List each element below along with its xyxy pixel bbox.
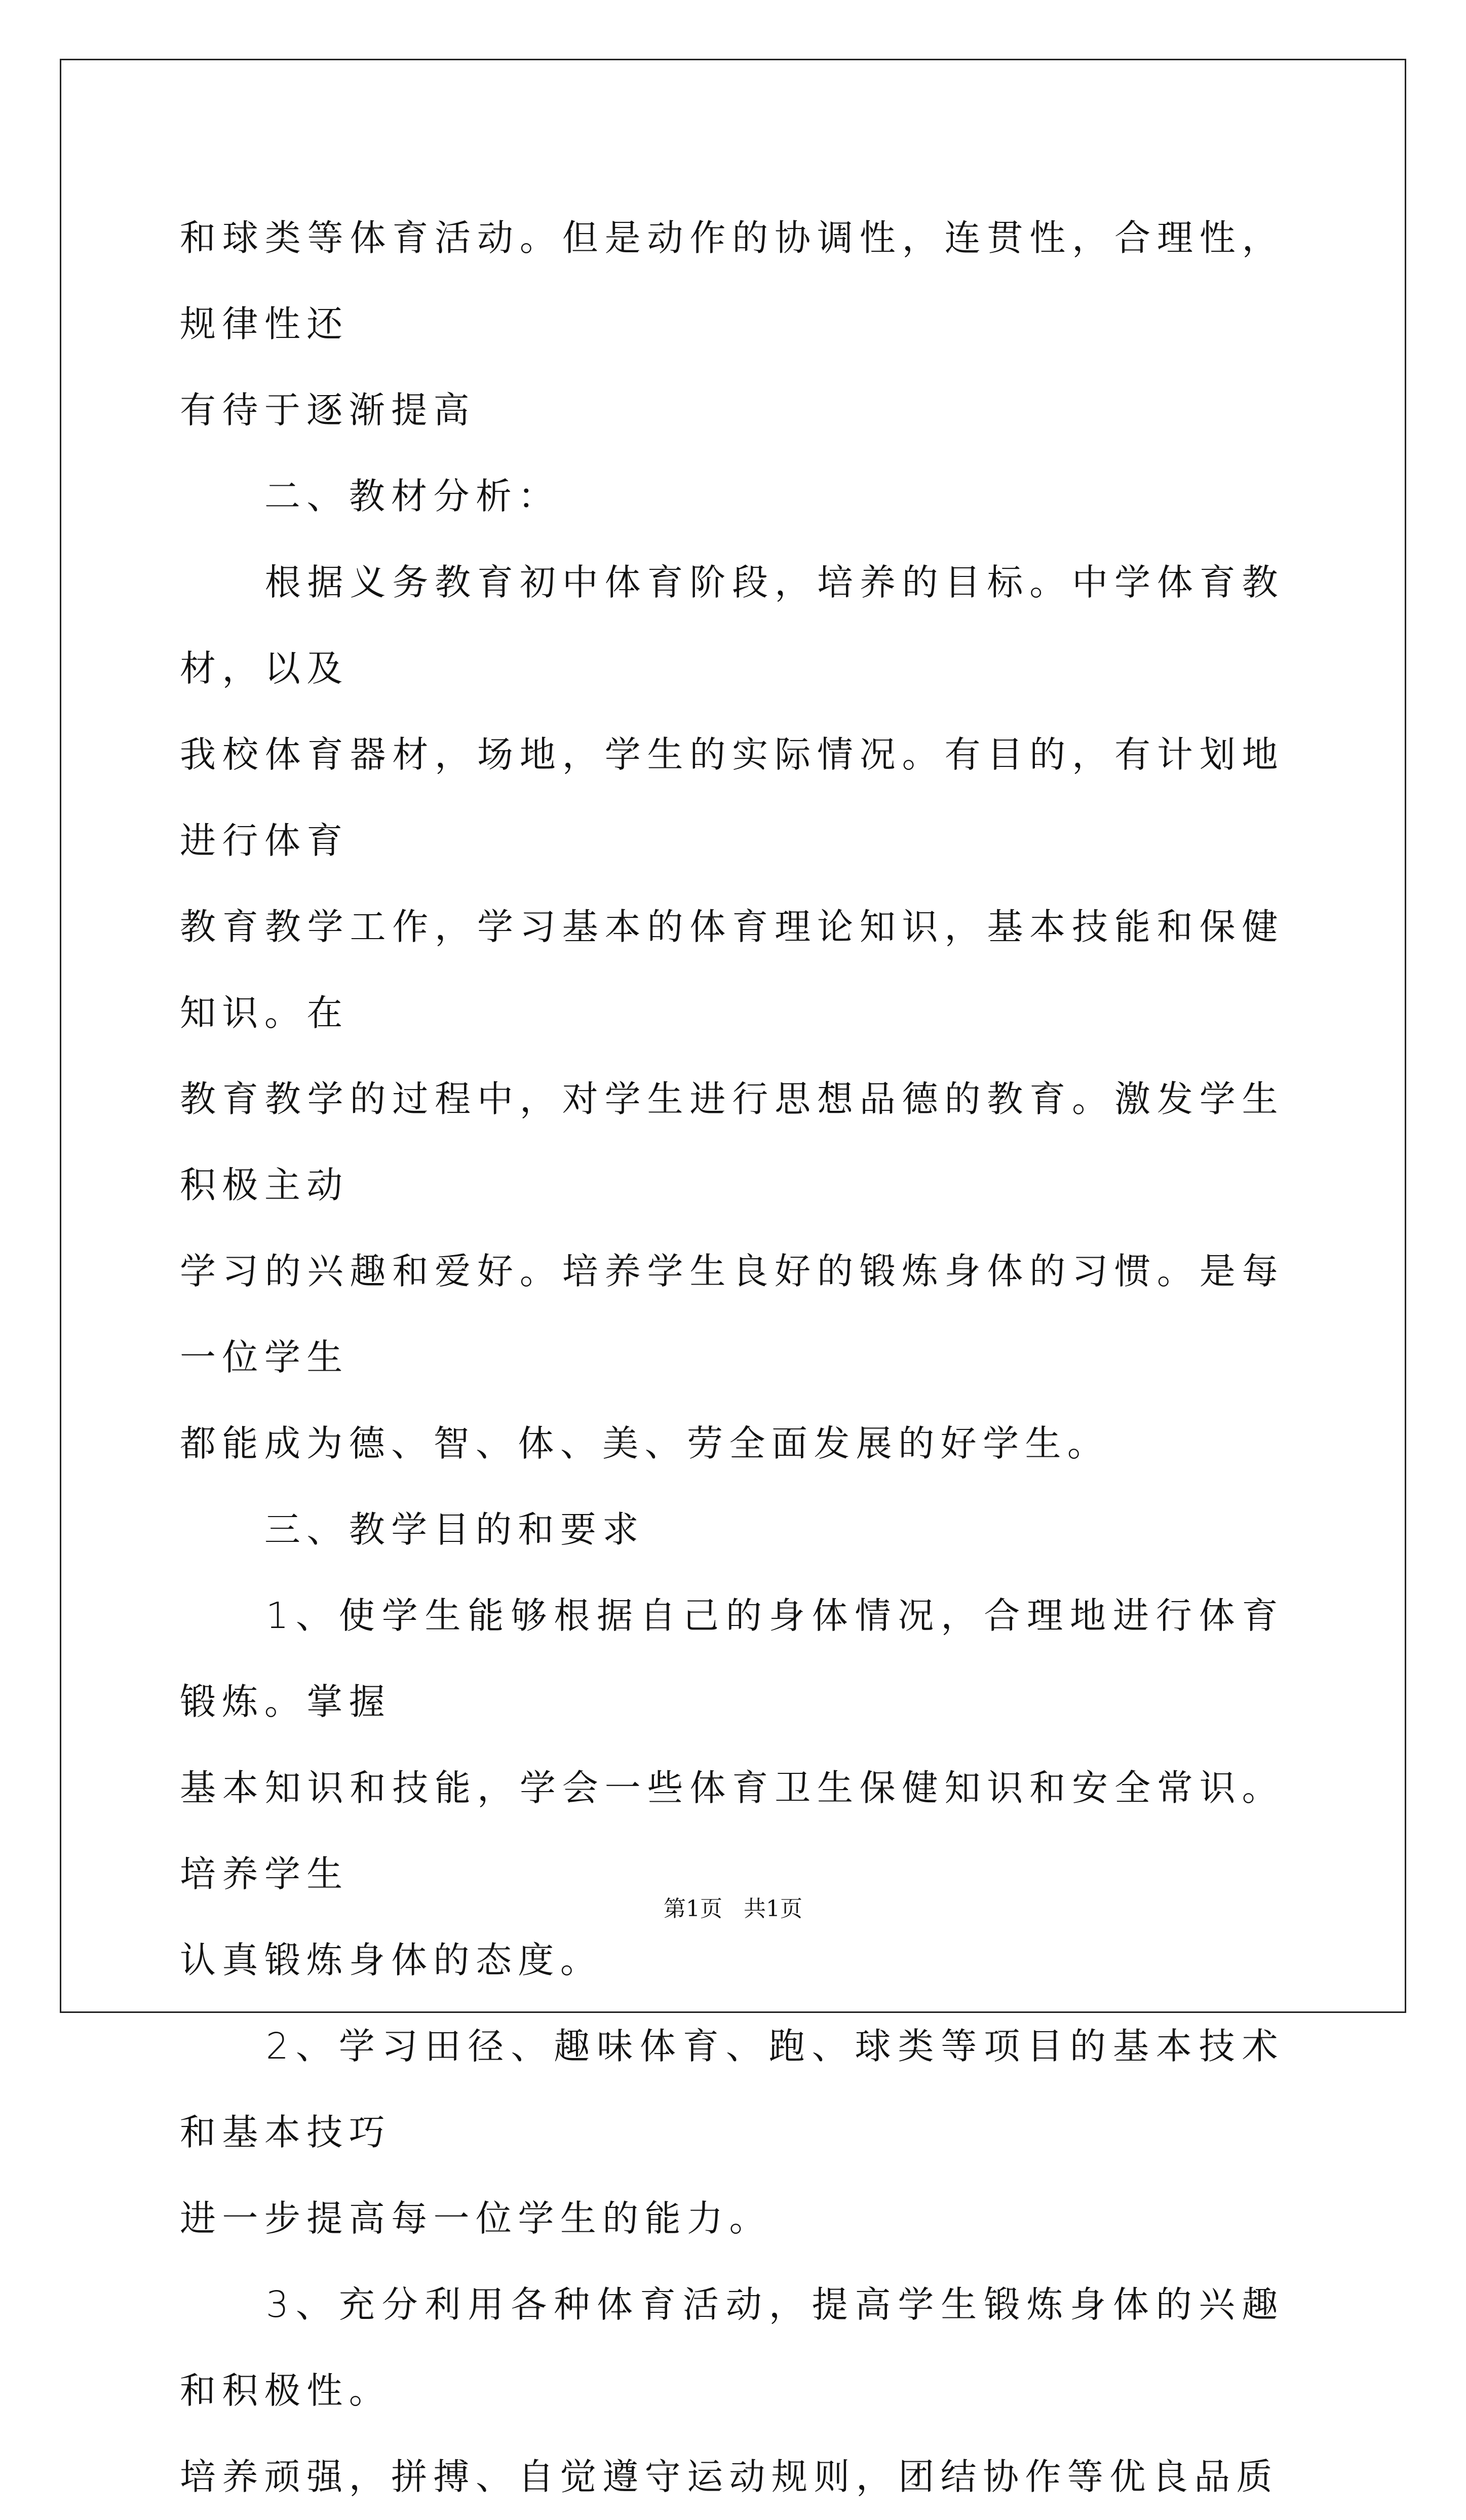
paragraph-goal-2: 2、学习田径、趣味体育、跑、球类等项目的基本技术和基本技巧 进一步提高每一位学生的能力。 <box>180 2025 1284 2239</box>
page-footer <box>0 1890 1466 1923</box>
page-number: 第1页 <box>664 1896 722 1922</box>
section-heading-textbook-analysis: 二、教材分析： <box>180 475 560 517</box>
paragraph-continuation: 和球类等体育活动。但是动作的协调性，连贯性，合理性，规律性还 有待于逐渐提高 <box>180 217 1284 431</box>
section-heading-teaching-goals: 三、教学目的和要求 <box>180 1508 645 1550</box>
page-total: 共1页 <box>744 1896 802 1922</box>
paragraph-goal-3: 3、充分利用各种体育活动，提高学生锻炼身体的兴趣和积极性。 培养顽强，拼搏、自觉遵守运动规则，团结协作等优良品质 <box>180 2283 1284 2498</box>
paragraph-textbook-analysis: 根据义务教育初中体育阶段，培养的目标。中学体育教材，以及 我校体育器材，场地，学生的实际情况。有目的，有计划地进行体育 教育教学工作，学习基本的体育理论知识，基本技能和保健知识。在 教育教学的过程中，对学生进行思想品德的教育。激发学生积极主动 学习的兴趣和爱好。培养学生良好的锻炼身体的习惯。是每一位学生 都能成为德、智、体、美、劳全面发展的好学生。 <box>180 561 1284 1464</box>
paragraph-goal-1: 1、使学生能够根据自己的身体情况，合理地进行体育锻炼。掌握 基本知识和技能，学会一些体育卫生保健知识和安全常识。培养学生 认真锻炼身体的态度。 <box>180 1595 1284 1981</box>
document-body <box>180 195 1284 2520</box>
